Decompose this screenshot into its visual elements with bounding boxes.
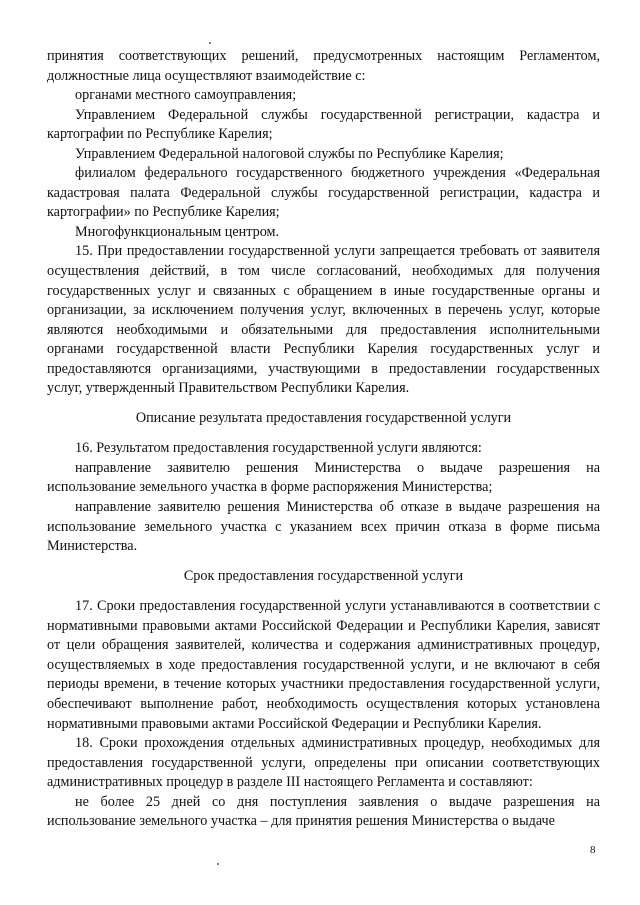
- page-number: 8: [590, 844, 596, 856]
- section-heading-term: Срок предоставления государственной услуги: [183, 567, 464, 584]
- result-item-refusal: направление заявителю решения Министерства об отказе в выдаче разрешения на использование земельного участка с указанием всех причин отказа в форме письма Министерства.: [47, 499, 600, 555]
- document-body: [47, 47, 600, 832]
- term-item-25-days: не более 25 дней со дня поступления заявления о выдаче разрешения на использование земельного участка – для принятия решения Министерства о выдаче: [47, 793, 600, 830]
- list-item-cadastral-chamber: филиалом федерального государственного бюджетного учреждения «Федеральная кадастровая палата Федеральной службы государственной регистрации, кадастра и картографии» по Республике Карелия;: [47, 165, 600, 221]
- paragraph-18: 18. Сроки прохождения отдельных административных процедур, необходимых для предоставления государственной услуги, определены при описании соответствующих административных процедур в разделе III настоящего Регламента и составляют:: [47, 735, 600, 791]
- scan-speck: [209, 42, 211, 44]
- section-heading-result: Описание результата предоставления государственной услуги: [135, 409, 512, 426]
- list-item-local-government: органами местного самоуправления;: [75, 87, 297, 104]
- list-item-tax-service: Управлением Федеральной налоговой службы по Республике Карелия;: [75, 145, 504, 162]
- paragraph-17: 17. Сроки предоставления государственной услуги устанавливаются в соответствии с нормативными правовыми актами Российской Федерации и Республики Карелия, зависят от цели обращения заявителей, количества и содержания административных процедур, осуществляемых в ходе предоставления государственной услуги, и не включают в себя периоды времени, в течение которых участники предоставления государственной услуги, обеспечивают выполнение работ, необходимость осуществления которых установлена нормативными правовыми актами Российской Федерации и Республики Карелия.: [47, 598, 600, 732]
- paragraph-continuation: принятия соответствующих решений, предусмотренных настоящим Регламентом, должностные лица осуществляют взаимодействие с:: [47, 48, 600, 84]
- result-item-approval: направление заявителю решения Министерства о выдаче разрешения на использование земельного участка в форме распоряжения Министерства;: [47, 459, 600, 496]
- list-item-rosreestr: Управлением Федеральной службы государственной регистрации, кадастра и картографии по Республике Карелия;: [47, 106, 600, 143]
- paragraph-16: 16. Результатом предоставления государственной услуги являются:: [75, 440, 482, 457]
- list-item-mfc: Многофункциональным центром.: [75, 223, 280, 240]
- paragraph-15: 15. При предоставлении государственной услуги запрещается требовать от заявителя осуществления действий, в том числе согласований, необходимых для получения государственных услуг и связанных с обращением в иные государственные органы и организации, за исключением получения услуг, включенных в перечень услуг, которые являются необходимыми и обязательными для предоставления исполнительными органами государственной власти Республики Карелия государственных услуг и предоставляются организациями, участвующими в предоставлении государственных услуг, утвержденный Правительством Республики Карелия.: [47, 243, 600, 397]
- scan-speck: [217, 863, 219, 865]
